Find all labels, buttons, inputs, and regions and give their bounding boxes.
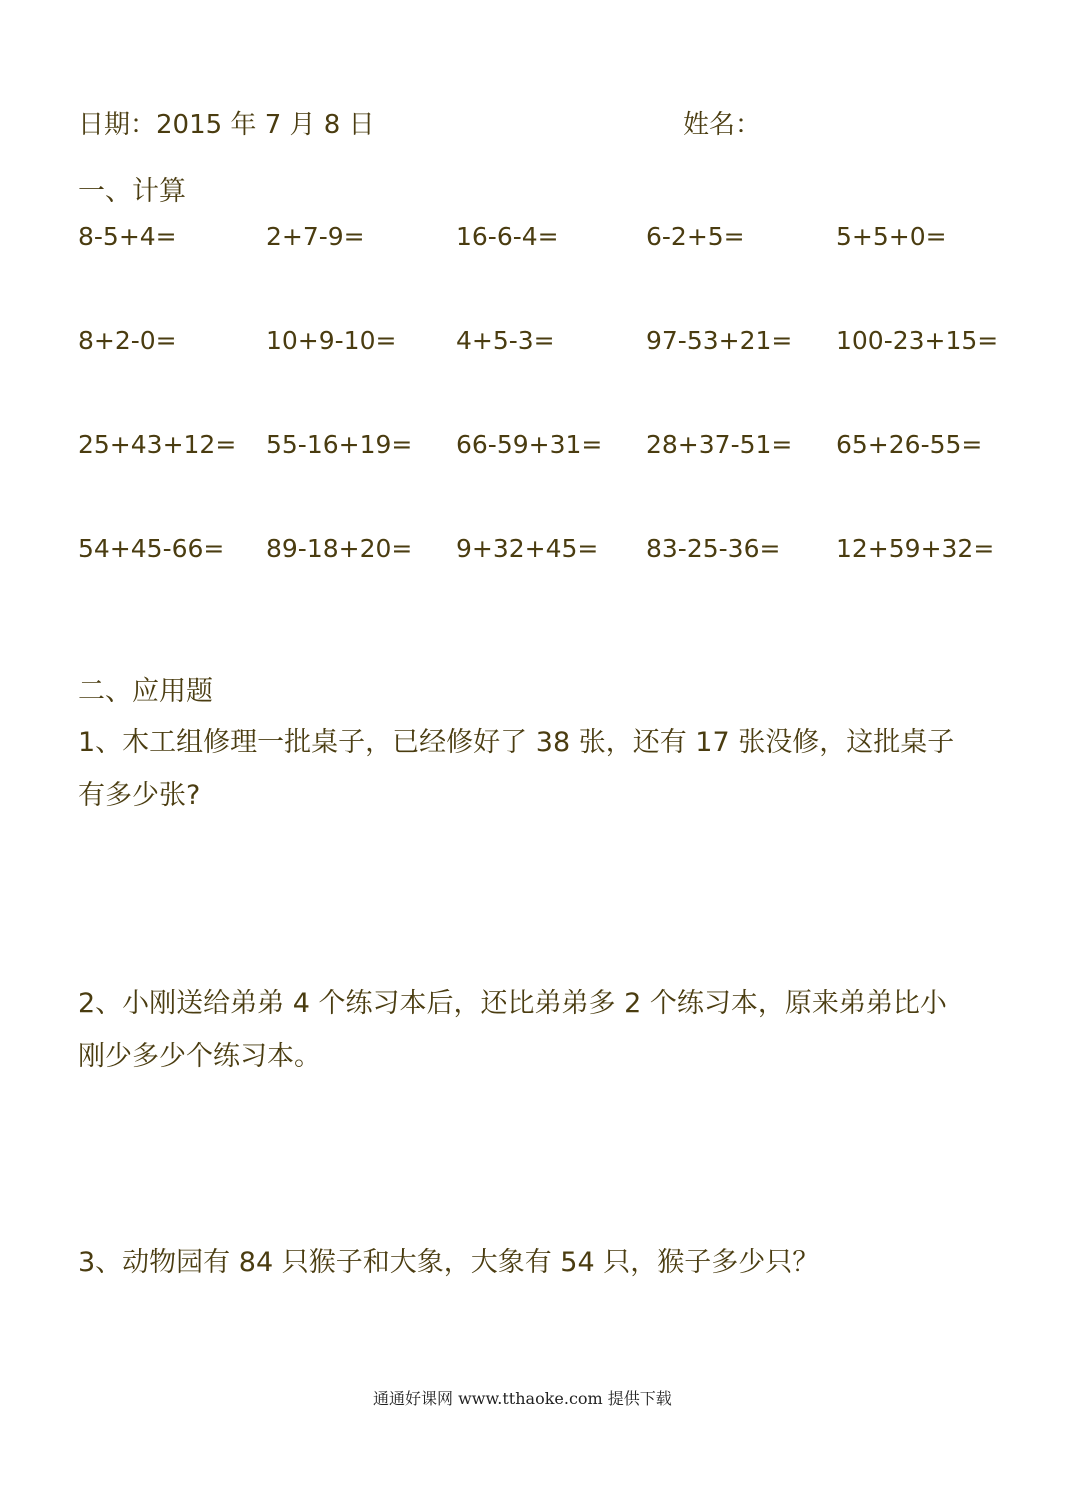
problem-3-2: 55-16+19=	[266, 430, 413, 459]
problem-2-1: 8+2-0=	[78, 326, 177, 355]
problem-4-1: 54+45-66=	[78, 534, 225, 563]
problem-1-2: 2+7-9=	[266, 222, 365, 251]
problem-3-4: 28+37-51=	[646, 430, 793, 459]
question-2-line-2: 刚少多少个练习本。	[78, 1041, 321, 1072]
problem-1-4: 6-2+5=	[646, 222, 745, 251]
problem-3-5: 65+26-55=	[836, 430, 983, 459]
problem-4-4: 83-25-36=	[646, 534, 781, 563]
problem-2-3: 4+5-3=	[456, 326, 555, 355]
problem-1-1: 8-5+4=	[78, 222, 177, 251]
question-3-line-1: 3、动物园有 84 只猴子和大象，大象有 54 只，猴子多少只？	[78, 1247, 820, 1278]
problem-3-3: 66-59+31=	[456, 430, 603, 459]
date-label: 日期：2015 年 7 月 8 日	[78, 110, 375, 140]
question-1-line-2: 有多少张?	[78, 780, 201, 811]
problem-3-1: 25+43+12=	[78, 430, 237, 459]
problem-4-3: 9+32+45=	[456, 534, 599, 563]
problem-1-3: 16-6-4=	[456, 222, 559, 251]
problem-2-2: 10+9-10=	[266, 326, 397, 355]
question-2-line-1: 2、小刚送给弟弟 4 个练习本后，还比弟弟多 2 个练习本，原来弟弟比小	[78, 988, 947, 1019]
problem-4-5: 12+59+32=	[836, 534, 995, 563]
problem-2-5: 100-23+15=	[836, 326, 999, 355]
section-title-word-problems: 二、应用题	[78, 676, 213, 707]
problem-4-2: 89-18+20=	[266, 534, 413, 563]
problem-1-5: 5+5+0=	[836, 222, 947, 251]
problem-2-4: 97-53+21=	[646, 326, 793, 355]
name-label: 姓名：	[683, 110, 762, 140]
question-1-line-1: 1、木工组修理一批桌子，已经修好了 38 张，还有 17 张没修，这批桌子	[78, 727, 955, 758]
section-title-calculation: 一、计算	[78, 176, 186, 207]
footer-credit: 通通好课网 www.tthaoke.com 提供下载	[373, 1389, 672, 1408]
